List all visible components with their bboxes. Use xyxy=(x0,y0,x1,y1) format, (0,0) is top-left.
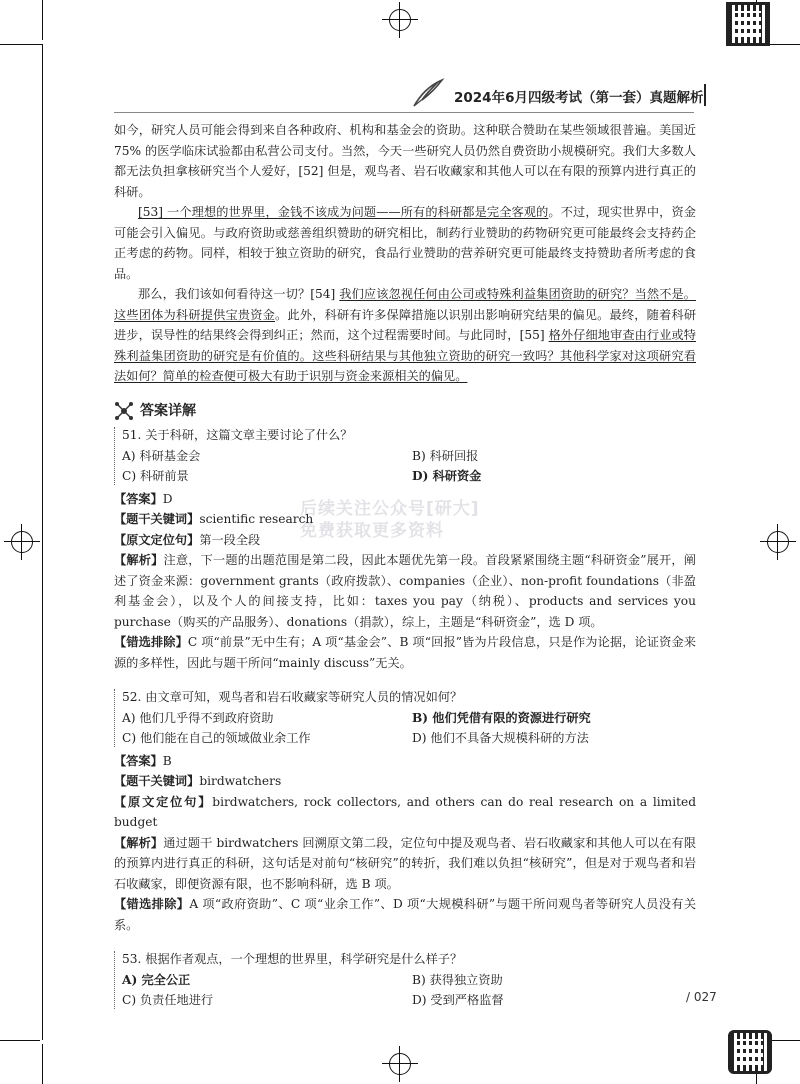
page-header xyxy=(410,84,710,108)
option-correct: B) 他们凭借有限的资源进行研究 xyxy=(412,710,591,725)
main-content xyxy=(114,120,696,1011)
underlined-sentence: [53] 一个理想的世界里，金钱不该成为问题——所有的科研都是完全客观的 xyxy=(138,205,549,219)
border-line xyxy=(42,44,43,1040)
section-heading: 答案详解 xyxy=(114,401,696,422)
answer-section xyxy=(114,751,696,936)
underlined-sentence: 格外仔细地审查由行业或特殊利益集团资助的研究是有价值的。这些科研结果与其他独立资助的研究一致吗？其他科学家对这项研究看法如何？简单的检查便可极大有助于识别与资金来源相关的偏见。 xyxy=(114,328,696,383)
exclude-row: 【错选排除】C 项“前景”无中生有；A 项“基金会”、B 项“回报”皆为片段信息，只是作为论据，论证资金来源的多样性，因此与题干所问“mainly discuss”无关。 xyxy=(114,635,696,670)
locate-row: 【原文定位句】birdwatchers, rock collectors, and others can do real research on a limited budget xyxy=(114,794,697,829)
molecule-icon xyxy=(114,401,134,421)
options-grid xyxy=(122,446,696,487)
crop-mark xyxy=(42,0,43,40)
question-block xyxy=(114,687,696,749)
question-block xyxy=(114,949,696,1011)
question-stem: 51. 关于科研，这篇文章主要讨论了什么？ xyxy=(122,428,353,442)
option: A) 他们几乎得不到政府资助 xyxy=(122,710,274,725)
options-grid xyxy=(122,970,696,1011)
registration-mark-left xyxy=(4,524,40,560)
option: C) 他们能在自己的领域做业余工作 xyxy=(122,731,311,745)
option: C) 负责任地进行 xyxy=(122,993,214,1007)
keyword-row: 【题干关键词】scientific research xyxy=(114,512,314,526)
crop-mark xyxy=(0,1040,40,1041)
qr-code-icon xyxy=(728,1030,772,1074)
border-line xyxy=(0,44,42,45)
option-correct: A) 完全公正 xyxy=(122,972,191,987)
page-title: 2024年6月四级考试（第一套）真题解析 xyxy=(454,90,704,106)
option: D) 受到严格监督 xyxy=(412,993,504,1007)
question-stem: 52. 由文章可知，观鸟者和岩石收藏家等研究人员的情况如何？ xyxy=(122,690,463,704)
keyword-row: 【题干关键词】birdwatchers xyxy=(114,774,282,788)
option: C) 科研前景 xyxy=(122,469,189,483)
option: A) 科研基金会 xyxy=(122,448,201,463)
question-stem: 53. 根据作者观点，一个理想的世界里，科学研究是什么样子？ xyxy=(122,952,463,966)
option: B) 获得独立资助 xyxy=(412,972,503,987)
qr-code-icon xyxy=(726,2,770,46)
locate-row: 【原文定位句】第一段全段 xyxy=(114,532,261,547)
page-number: / 027 xyxy=(686,990,717,1004)
question-block xyxy=(114,425,696,487)
answer-row: 【答案】D xyxy=(114,491,173,506)
watermark: 后续关注公众号[研大] 免费获取更多资料 xyxy=(300,499,480,541)
answer-section xyxy=(114,489,696,674)
crop-mark xyxy=(42,1044,43,1084)
registration-mark-bottom xyxy=(382,1046,418,1082)
registration-mark-top xyxy=(382,2,418,38)
option: D) 他们不具备大规模科研的方法 xyxy=(412,731,589,745)
header-rule xyxy=(114,112,694,113)
option: B) 科研回报 xyxy=(412,448,479,463)
passage-paragraph: [53] 一个理想的世界里，金钱不该成为问题——所有的科研都是完全客观的。不过，现实世界中，资金可能会引入偏见。与政府资助或慈善组织赞助的研究相比，制药行业赞助的药物研究更可能最终会支持药企正考虑的药物。同样，相较于独立资助的研究，食品行业赞助的营养研究更可能最终支持赞助者所考虑的食品。 xyxy=(114,205,696,281)
passage-paragraph: 那么，我们该如何看待这一切？[54] 我们应该忽视任何由公司或特殊利益集团资助的研究？当然不是。这些团体为科研提供宝贵资金。此外，科研有许多保障措施以识别出影响研究结果的偏见。最终，随着科研进步，误导性的结果终会得到纠正；然而，这个过程需要时间。与此同时，[55] 格外仔细地审查由行业或特殊利益集团资助的研究是有价值的。这些科研结果与其他独立资助的研究一致吗？其他科学家对这项研究看法如何？简单的检查便可极大有助于识别与资金来源相关的偏见。 xyxy=(114,287,697,383)
feather-icon xyxy=(410,78,446,108)
header-bar xyxy=(704,84,706,106)
analysis-row: 【解析】注意，下一题的出题范围是第二段，因此本题优先第一段。首段紧紧围绕主题“科研资金”展开，阐述了资金来源：government grants（政府拨款）、companies（企业）、non-profit foundations（非盈利基金会），以及个人的间接支持，比如：taxes you pay（纳税）、products and services you purchase（购买的产品服务）、donations（捐款），综上，主题是“科研资金”，选 D 项。 xyxy=(114,553,696,629)
registration-mark-right xyxy=(760,524,796,560)
answer-row: 【答案】B xyxy=(114,753,172,768)
analysis-row: 【解析】通过题干 birdwatchers 回溯原文第二段，定位句中提及观鸟者、岩石收藏家和其他人可以在有限的预算内进行真正的科研，这句话是对前句“核研究”的转折，我们难以负担“核研究”，但是对于观鸟者和岩石收藏家，即便资源有限，也不影响科研，选 B 项。 xyxy=(114,835,697,891)
passage-paragraph: 如今，研究人员可能会得到来自各种政府、机构和基金会的资助。这种联合赞助在某些领域很普遍。美国近75% 的医学临床试验都由私营公司支付。当然，今天一些研究人员仍然自费资助小规模研究。我们大多数人都无法负担拿核研究当个人爱好，[52] 但是，观鸟者、岩石收藏家和其他人可以在有限的预算内进行真正的科研。 xyxy=(114,123,696,199)
options-grid xyxy=(122,708,696,749)
exclude-row: 【错选排除】A 项“政府资助”、C 项“业余工作”、D 项“大规模科研”与题干所问观鸟者等研究人员没有关系。 xyxy=(114,897,697,932)
underlined-sentence: 我们应该忽视任何由公司或特殊利益集团资助的研究？当然不是。这些团体为科研提供宝贵资金 xyxy=(114,287,696,322)
option-correct: D) 科研资金 xyxy=(412,469,482,483)
